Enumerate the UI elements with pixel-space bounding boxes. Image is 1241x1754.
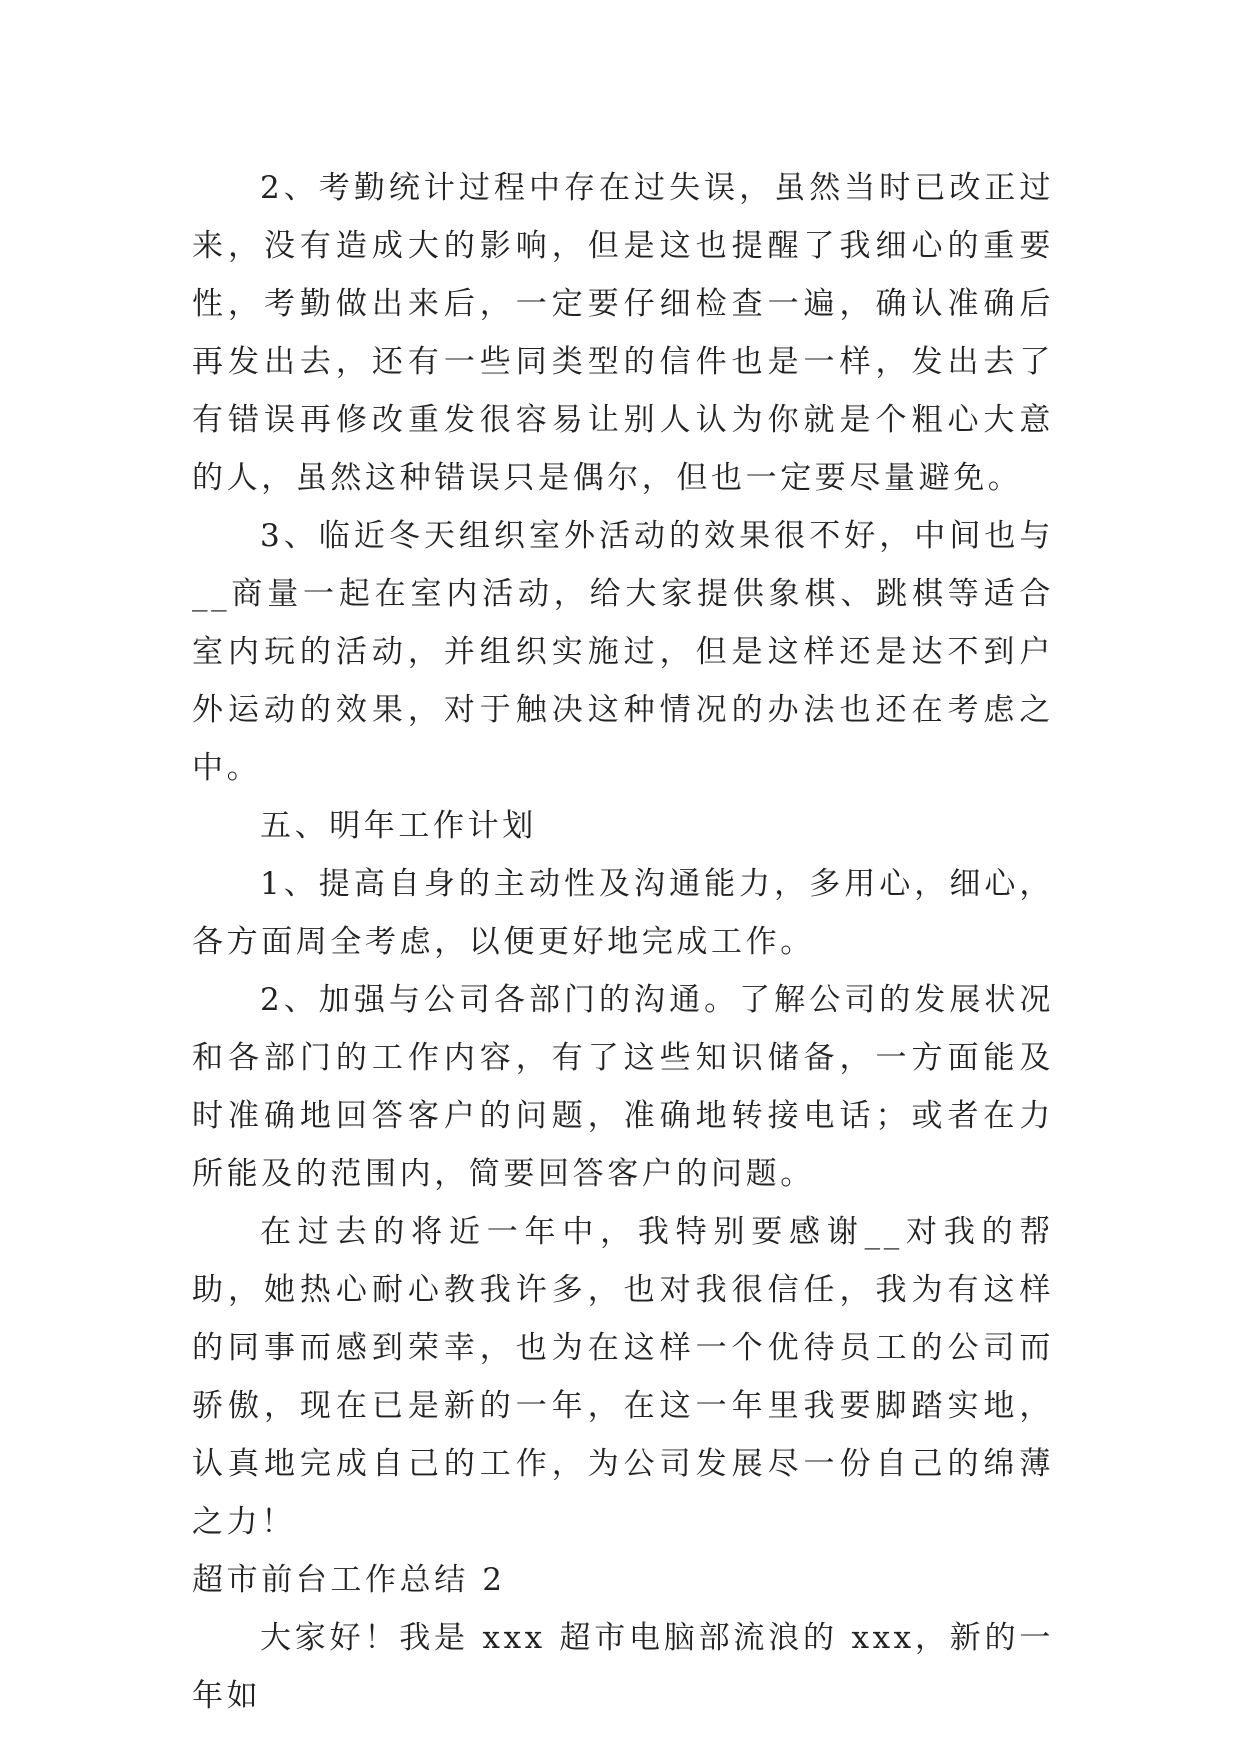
paragraph-plan-item-2: 2、加强与公司各部门的沟通。了解公司的发展状况和各部门的工作内容，有了这些知识储备，一方面能及时准确地回答客户的问题，准确地转接电话；或者在力所能及的范围内，简要回答客户的问题。 [192,982,1054,1192]
paragraph-opening: 大家好！我是 xxx 超市电脑部流浪的 xxx，新的一年如 [192,1620,1054,1714]
paragraph-attendance-errors: 2、考勤统计过程中存在过失误，虽然当时已改正过来，没有造成大的影响，但是这也提醒了我细心的重要性，考勤做出来后，一定要仔细检查一遍，确认准确后再发出去，还有一些同类型的信件也是一样，发出去了有错误再修改重发很容易让别人认为你就是个粗心大意的人，虽然这种错误只是偶尔，但也一定要尽量避免。 [192,170,1054,496]
paragraph-outdoor-activities: 3、临近冬天组织室外活动的效果很不好，中间也与__商量一起在室内活动，给大家提供象棋、跳棋等适合室内玩的活动，并组织实施过，但是这样还是达不到户外运动的效果，对于触决这种情况的办法也还在考虑之中。 [192,518,1054,786]
paragraph-plan-item-1: 1、提高自身的主动性及沟通能力，多用心，细心，各方面周全考虑，以便更好地完成工作。 [192,866,1054,960]
section-heading-next-year-plan: 五、明年工作计划 [260,808,537,844]
document-body [192,159,1054,1725]
section-title: 超市前台工作总结 2 [192,1562,506,1598]
paragraph-thanks: 在过去的将近一年中，我特别要感谢__对我的帮助，她热心耐心教我许多，也对我很信任，我为有这样的同事而感到荣幸，也为在这样一个优待员工的公司而骄傲，现在已是新的一年，在这一年里我要脚踏实地，认真地完成自己的工作，为公司发展尽一份自己的绵薄之力！ [192,1214,1054,1540]
